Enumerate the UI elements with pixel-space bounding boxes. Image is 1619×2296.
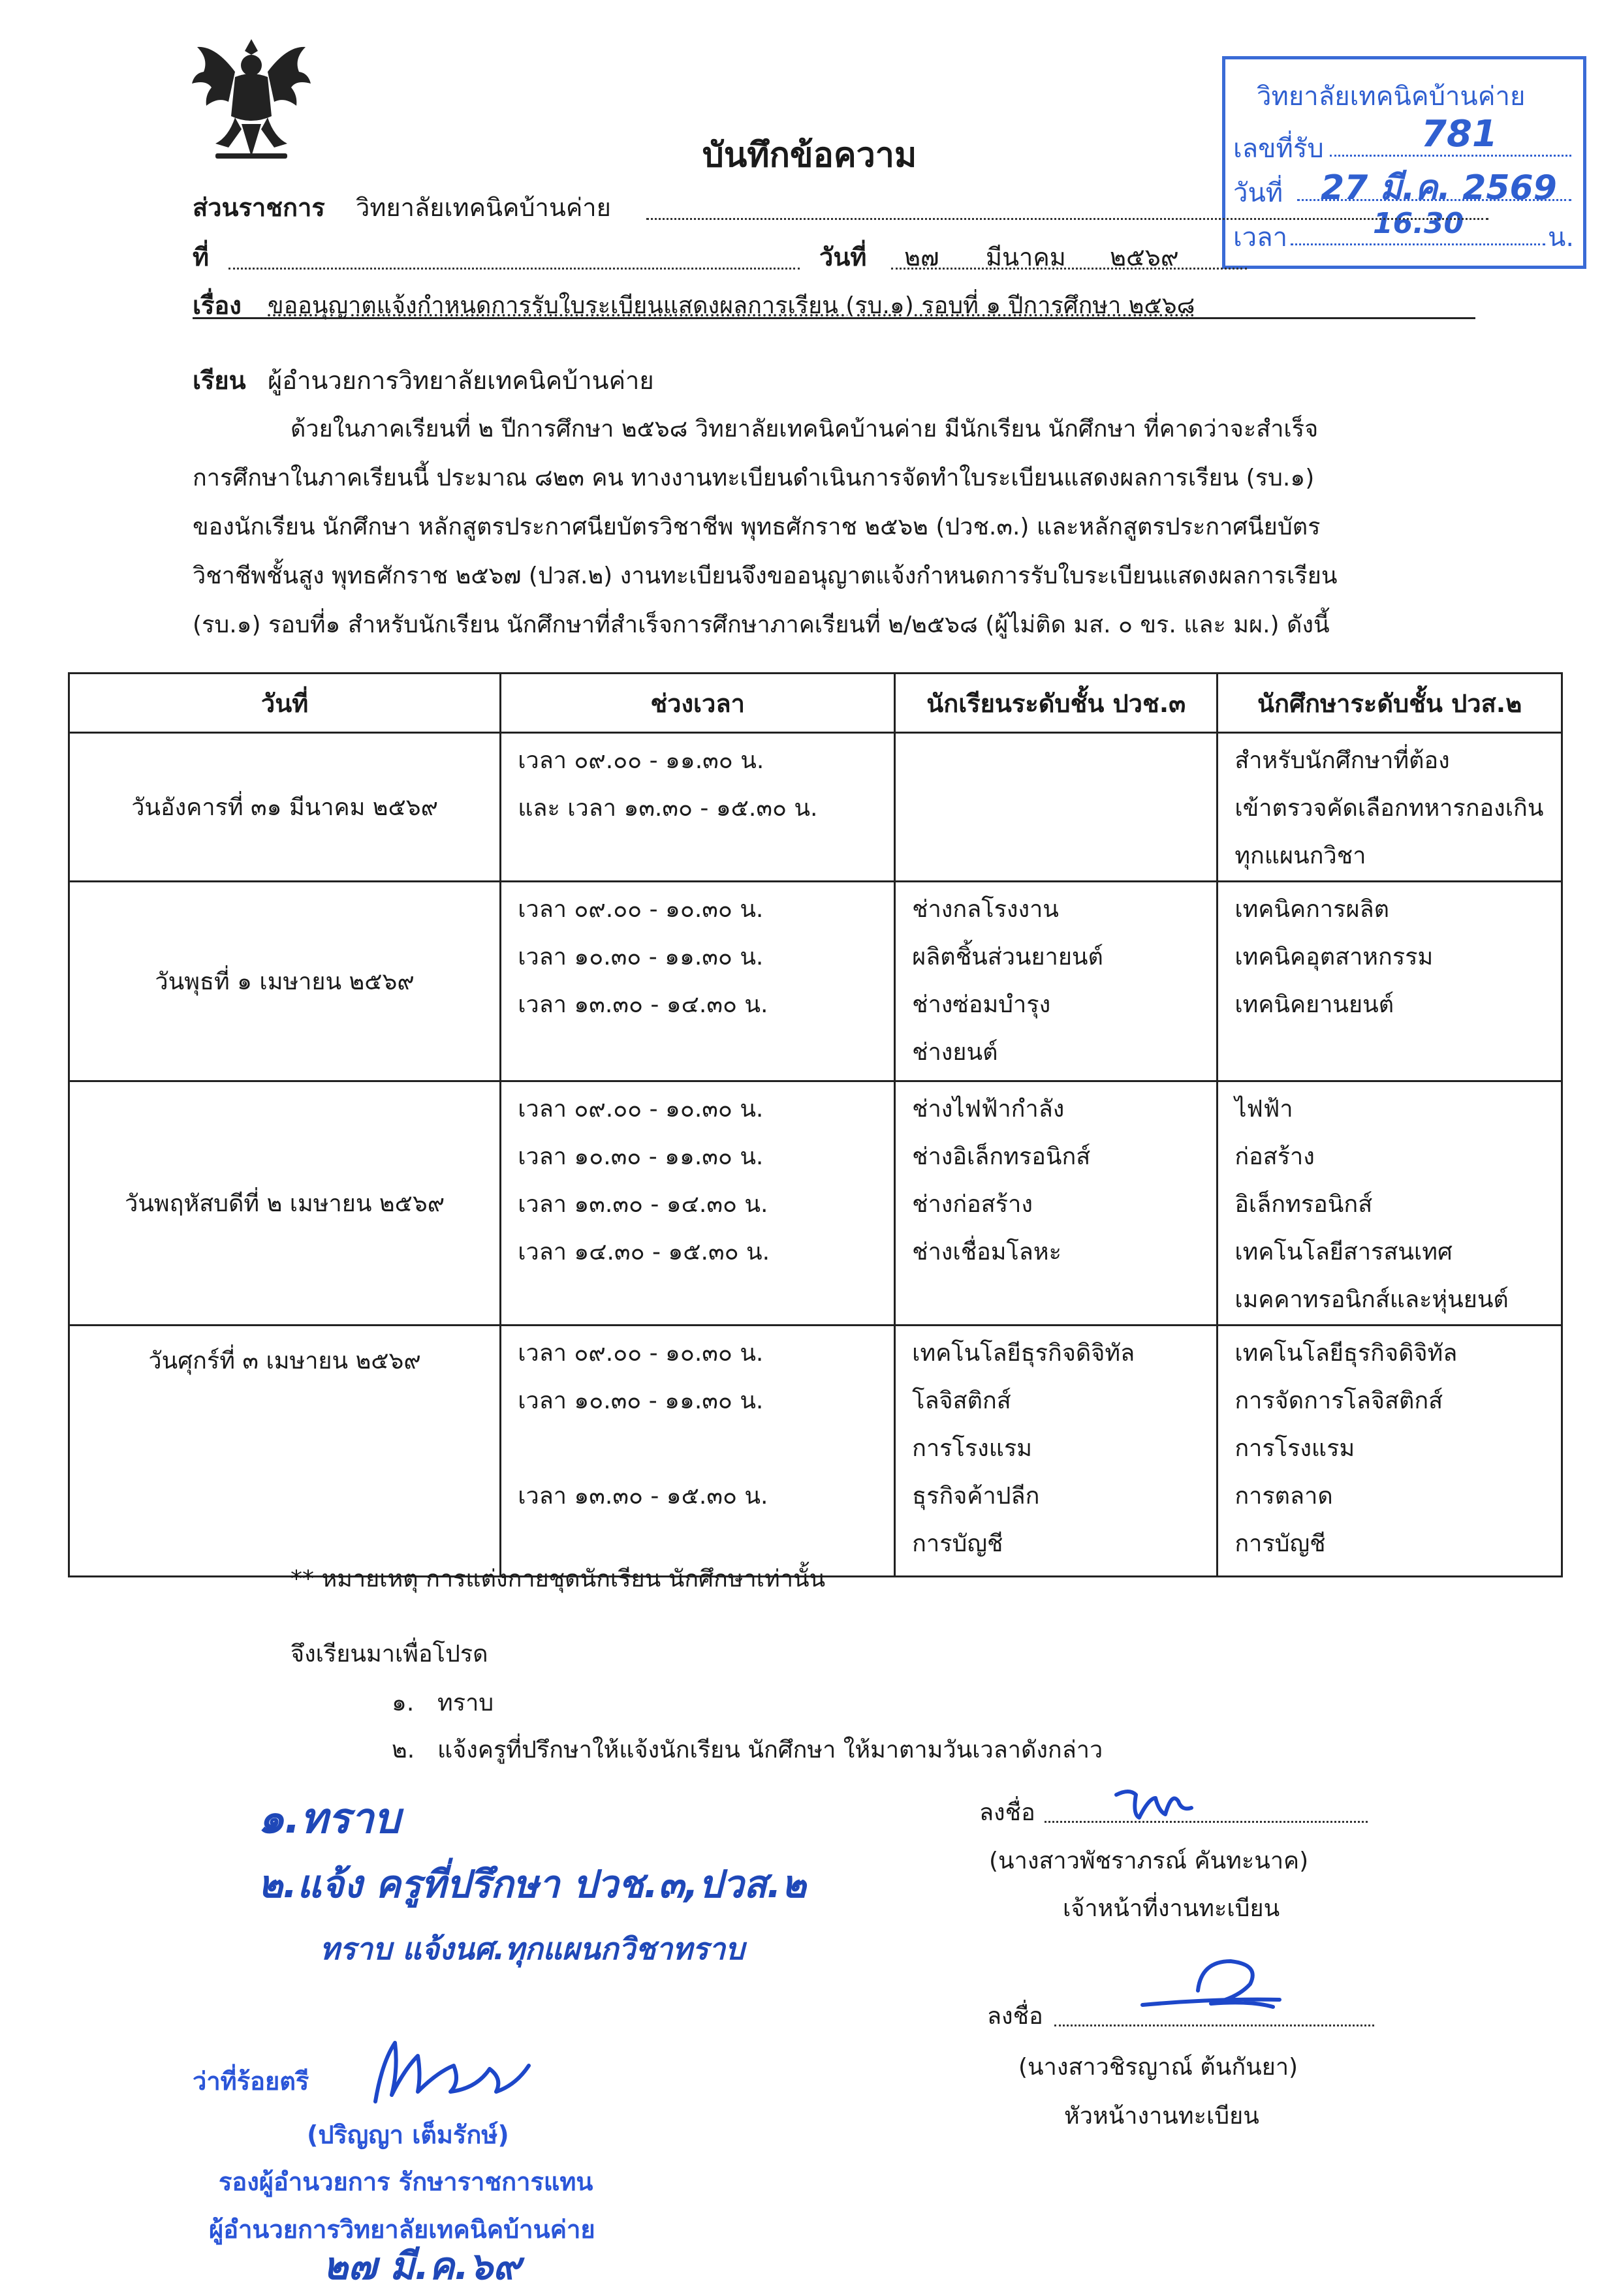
program-item: ช่างเชื่อมโลหะ xyxy=(912,1239,1061,1265)
table-header-row xyxy=(69,674,1562,733)
body-line: ด้วยในภาคเรียนที่ ๒ ปีการศึกษา ๒๕๖๘ วิทยาลัยเทคนิคบ้านค่าย มีนักเรียน นักศึกษา ที่คาดว่าจะสำเร็จ xyxy=(291,416,1319,442)
time-slot: เวลา ๐๙.๐๐ - ๑๐.๓๐ น. xyxy=(518,1096,764,1123)
program-item: การบัญชี xyxy=(912,1530,1003,1557)
time-slot: เวลา ๐๙.๐๐ - ๑๐.๓๐ น. xyxy=(518,1340,764,1367)
stamp-no-label: เลขที่รับ xyxy=(1233,134,1324,164)
program-item: ช่างไฟฟ้ากำลัง xyxy=(912,1096,1065,1123)
program-item: ช่างก่อสร้าง xyxy=(912,1191,1033,1218)
document-title: บันทึกข้อความ xyxy=(702,136,917,175)
time-slot: เวลา ๑๐.๓๐ - ๑๑.๓๐ น. xyxy=(518,944,764,970)
program-item: ผลิตชิ้นส่วนยายนต์ xyxy=(912,944,1103,970)
signer1-position: เจ้าหน้าที่งานทะเบียน xyxy=(1063,1895,1280,1922)
program-item: การโรงแรม xyxy=(912,1435,1033,1462)
program-item: ธุรกิจค้าปลีก xyxy=(912,1483,1040,1510)
program-item: ทุกแผนกวิชา xyxy=(1234,843,1366,869)
time-slot: เวลา ๑๐.๓๐ - ๑๑.๓๐ น. xyxy=(518,1388,764,1414)
director-name: (ปริญญา เต็มรักษ์) xyxy=(307,2120,509,2149)
signer2-label: ลงชื่อ xyxy=(987,2003,1043,2030)
stamp-org: วิทยาลัยเทคนิคบ้านค่าย xyxy=(1257,82,1526,112)
row-pvc xyxy=(895,882,1218,1081)
row-pvs xyxy=(1218,1326,1562,1577)
row-date: วันพฤหัสบดีที่ ๒ เมษายน ๒๕๖๙ xyxy=(69,1081,501,1326)
program-item: การตลาด xyxy=(1234,1483,1333,1510)
time-slot: และ เวลา ๑๓.๓๐ - ๑๕.๓๐ น. xyxy=(518,795,818,822)
row-times xyxy=(501,882,895,1081)
program-item: โลจิสติกส์ xyxy=(912,1388,1011,1414)
agency-label: ส่วนราชการ xyxy=(193,193,325,222)
time-slot: เวลา ๑๓.๓๐ - ๑๔.๓๐ น. xyxy=(518,991,768,1018)
stamp-no-value: 781 xyxy=(1421,113,1498,155)
director-position: ผู้อำนวยการวิทยาลัยเทคนิคบ้านค่าย xyxy=(209,2215,595,2244)
time-slot xyxy=(502,1425,893,1472)
signer2-signature-icon xyxy=(1136,1951,1332,2023)
item-text: แจ้งครูที่ปรึกษาให้แจ้งนักเรียน นักศึกษา ให้มาตามวันเวลาดังกล่าว xyxy=(437,1737,1103,1763)
stamp-time-unit: น. xyxy=(1548,223,1575,253)
table-row xyxy=(69,882,1562,1081)
director-signature-icon xyxy=(362,2023,552,2115)
row-times xyxy=(501,1326,895,1577)
body-line: การศึกษาในภาคเรียนนี้ ประมาณ ๘๒๓ คน ทางงานทะเบียนดำเนินการจัดทำใบระเบียนแสดงผลการเรียน (รบ.๑) xyxy=(193,465,1315,491)
schedule-table xyxy=(68,672,1563,1577)
row-times xyxy=(501,733,895,882)
program-item: ไฟฟ้า xyxy=(1234,1096,1293,1123)
table-row xyxy=(69,1081,1562,1326)
stamp-date-value: 27 มี.ค. 2569 xyxy=(1321,168,1557,208)
program-item: เทคนิคอุตสาหกรรม xyxy=(1234,944,1434,970)
time-slot: เวลา ๑๓.๓๐ - ๑๔.๓๐ น. xyxy=(518,1191,768,1218)
program-item: การโรงแรม xyxy=(1234,1435,1355,1462)
program-item: ช่างซ่อมบำรุง xyxy=(912,991,1051,1018)
handwritten-order-line: ๒.แจ้ง ครูที่ปรึกษา ปวช.๓,ปวส.๒ xyxy=(258,1862,806,1906)
ref-dotted-line xyxy=(228,268,800,270)
row-times xyxy=(501,1081,895,1326)
program-item: ช่างยนต์ xyxy=(912,1039,998,1066)
program-item: การจัดการโลจิสติกส์ xyxy=(1234,1388,1443,1414)
agency-value: วิทยาลัยเทคนิคบ้านค่าย xyxy=(356,193,611,222)
subject-label: เรื่อง xyxy=(193,291,242,320)
director-rank: ว่าที่ร้อยตรี xyxy=(193,2067,309,2096)
stamp-date-label: วันที่ xyxy=(1233,178,1283,208)
row-pvc xyxy=(895,1326,1218,1577)
agency-dotted-line xyxy=(646,218,1488,220)
program-item: เทคนิคยานยนต์ xyxy=(1234,991,1394,1018)
program-item: ก่อสร้าง xyxy=(1234,1143,1315,1170)
item-number: ๑. xyxy=(392,1690,415,1716)
signer1-label: ลงชื่อ xyxy=(979,1799,1035,1826)
item-text: ทราบ xyxy=(437,1690,494,1716)
stamp-time-label: เวลา xyxy=(1233,223,1288,253)
signer2-name: (นางสาวชิรญาณ์ ต้นกันยา) xyxy=(1018,2054,1298,2081)
stamp-time-line xyxy=(1291,243,1545,245)
col-header-date: วันที่ xyxy=(69,674,501,733)
row-date: วันพุธที่ ๑ เมษายน ๒๕๖๙ xyxy=(69,882,501,1081)
col-header-pvs: นักศึกษาระดับชั้น ปวส.๒ xyxy=(1218,674,1562,733)
signer1-signature-icon xyxy=(1110,1769,1208,1827)
row-date: วันศุกร์ที่ ๓ เมษายน ๒๕๖๙ xyxy=(69,1326,501,1577)
program-item: สำหรับนักศึกษาที่ต้อง xyxy=(1234,747,1450,774)
time-slot: เวลา ๑๐.๓๐ - ๑๑.๓๐ น. xyxy=(518,1143,764,1170)
date-dotted-line xyxy=(891,268,1247,270)
time-slot: เวลา ๑๓.๓๐ - ๑๕.๓๐ น. xyxy=(518,1483,768,1510)
program-item: เทคโนโลยีธุรกิจดิจิทัล xyxy=(912,1340,1135,1367)
body-line: วิชาชีพชั้นสูง พุทธศักราช ๒๕๖๗ (ปวส.๒) งานทะเบียนจึงขออนุญาตแจ้งกำหนดการรับใบระเบียนแสดงผลการเรียน xyxy=(193,563,1338,589)
signer1-name: (นางสาวพัชราภรณ์ คันทะนาค) xyxy=(989,1848,1309,1874)
row-pvs xyxy=(1218,882,1562,1081)
program-item: เทคนิคการผลิต xyxy=(1234,896,1390,923)
col-header-time: ช่วงเวลา xyxy=(501,674,895,733)
date-label: วันที่ xyxy=(819,243,867,271)
subject-rule xyxy=(193,317,1475,319)
row-pvc xyxy=(895,733,1218,882)
row-pvs xyxy=(1218,1081,1562,1326)
closing-text: จึงเรียนมาเพื่อโปรด xyxy=(291,1641,488,1668)
table-row xyxy=(69,733,1562,882)
table-row xyxy=(69,1326,1562,1577)
date-year: ๒๕๖๙ xyxy=(1110,243,1179,271)
row-pvc xyxy=(895,1081,1218,1326)
stamp-time-value: 16.30 xyxy=(1373,207,1464,240)
signer2-dotted-line xyxy=(1054,2025,1374,2026)
date-day: ๒๗ xyxy=(904,243,939,271)
receipt-stamp xyxy=(1222,56,1586,269)
program-item: การบัญชี xyxy=(1234,1530,1326,1557)
date-month: มีนาคม xyxy=(986,243,1066,271)
row-pvs xyxy=(1218,733,1562,882)
ref-label: ที่ xyxy=(193,243,210,271)
col-header-pvc: นักเรียนระดับชั้น ปวช.๓ xyxy=(895,674,1218,733)
program-item: เมคคาทรอนิกส์และหุ่นยนต์ xyxy=(1234,1286,1509,1313)
salutation-label: เรียน xyxy=(193,366,246,395)
handwritten-order-line: ทราบ แจ้งนศ.ทุกแผนกวิชาทราบ xyxy=(320,1931,745,1966)
salutation-value: ผู้อำนวยการวิทยาลัยเทคนิคบ้านค่าย xyxy=(268,366,654,395)
director-position: รองผู้อำนวยการ รักษาราชการแทน xyxy=(219,2167,593,2196)
time-slot: เวลา ๐๙.๐๐ - ๑๐.๓๐ น. xyxy=(518,896,764,923)
time-slot: เวลา ๐๙.๐๐ - ๑๑.๓๐ น. xyxy=(518,747,764,774)
program-item: เทคโนโลยีสารสนเทศ xyxy=(1234,1239,1453,1265)
body-line: (รบ.๑) รอบที่๑ สำหรับนักเรียน นักศึกษาที่สำเร็จการศึกษาภาคเรียนที่ ๒/๒๕๖๘ (ผู้ไม่ติด มส. ๐ ขร. และ มผ.) ดังนี้ xyxy=(193,612,1330,638)
subject-value: ขออนุญาตแจ้งกำหนดการรับใบระเบียนแสดงผลการเรียน (รบ.๑) รอบที่ ๑ ปีการศึกษา ๒๕๖๘ xyxy=(268,292,1195,319)
time-slot: เวลา ๑๔.๓๐ - ๑๕.๓๐ น. xyxy=(518,1239,770,1265)
dress-note: ** หมายเหตุ การแต่งกายชุดนักเรียน นักศึกษาเท่านั้น xyxy=(291,1566,826,1592)
program-item: เข้าตรวจคัดเลือกทหารกองเกิน xyxy=(1234,795,1544,822)
item-number: ๒. xyxy=(392,1737,415,1763)
program-item: ช่างกลโรงงาน xyxy=(912,896,1059,923)
program-item: เทคโนโลยีธุรกิจดิจิทัล xyxy=(1234,1340,1458,1367)
program-item: อิเล็กทรอนิกส์ xyxy=(1234,1191,1373,1218)
body-line: ของนักเรียน นักศึกษา หลักสูตรประกาศนียบัตรวิชาชีพ พุทธศักราช ๒๕๖๒ (ปวช.๓.) และหลักสูตรประกาศนียบัตร xyxy=(193,514,1321,540)
signer2-position: หัวหน้างานทะเบียน xyxy=(1064,2103,1259,2130)
handwritten-order-line: ๑.ทราบ xyxy=(258,1795,401,1843)
row-date: วันอังคารที่ ๓๑ มีนาคม ๒๕๖๙ xyxy=(69,733,501,882)
program-item: ช่างอิเล็กทรอนิกส์ xyxy=(912,1143,1091,1170)
director-date-handwritten: ๒๗ มี.ค.๖๙ xyxy=(323,2244,521,2288)
